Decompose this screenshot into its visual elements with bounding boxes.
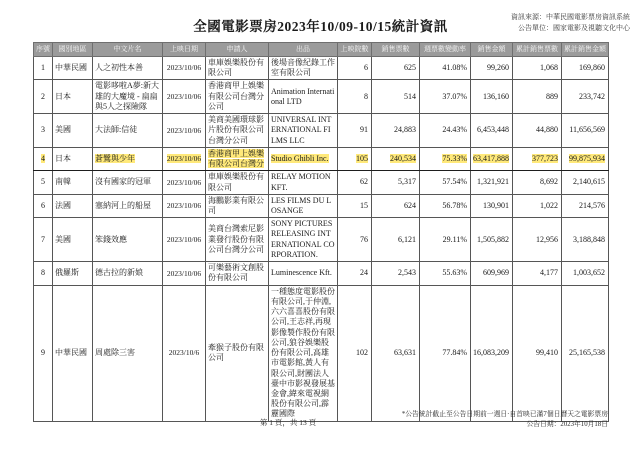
cell-theaters: 24 — [360, 268, 368, 278]
cell-release-date: 2023/10/06 — [166, 91, 202, 101]
cell-cum-tickets: 889 — [546, 91, 558, 101]
cell-country: 中華民國 — [55, 63, 87, 73]
cell-no: 9 — [41, 348, 45, 358]
page-title: 全國電影票房2023年10/09-10/15統計資訊 — [193, 19, 448, 34]
cell-theaters: 62 — [360, 177, 368, 187]
cell-release-date: 2023/10/06 — [166, 154, 202, 164]
cell-cum-tickets: 1,022 — [540, 200, 558, 210]
table-row — [34, 114, 609, 148]
cell-film-title: 周處除三害 — [95, 348, 135, 358]
cell-applicant: 牽猴子股份有限公司 — [208, 342, 264, 363]
cell-tickets: 5,317 — [398, 177, 416, 187]
cell-no: 8 — [41, 268, 45, 278]
cell-production: SONY PICTURES RELEASING INTERNATIONAL CORPORATION. — [271, 219, 335, 259]
cell-cum-amount: 233,742 — [579, 91, 605, 101]
cell-applicant: 美商台灣索尼影業發行股份有限公司台灣分公司 — [208, 224, 264, 254]
cell-change-rate: 57.54% — [442, 177, 467, 187]
column-header-title: 中文片名 — [93, 43, 163, 57]
cell-applicant: 車庫娛樂股份有限公司 — [208, 57, 264, 78]
cell-change-rate: 37.07% — [442, 91, 467, 101]
table-row — [34, 80, 609, 114]
cell-tickets: 624 — [404, 200, 416, 210]
column-header-production: 出品 — [269, 43, 338, 57]
cell-applicant: 香港商甲上娛樂有限公司台灣分 — [208, 148, 264, 169]
cell-country: 美國 — [55, 125, 71, 135]
cell-applicant: 車庫娛樂股份有限公司 — [208, 172, 264, 192]
cell-tickets: 2,543 — [398, 268, 416, 278]
cell-release-date: 2023/10/06 — [166, 177, 202, 187]
cell-theaters: 8 — [364, 91, 368, 101]
table-header-row — [34, 43, 609, 57]
cell-amount: 6,453,448 — [477, 125, 509, 135]
cell-amount: 130,901 — [483, 200, 509, 210]
publisher-line: 公告單位：國家電影及視聽文化中心 — [518, 23, 630, 32]
cell-country: 法國 — [55, 200, 71, 210]
cell-change-rate: 29.11% — [442, 234, 467, 244]
cell-amount: 16,083,209 — [473, 348, 509, 358]
statistics-note: *公告統計截止至公告日期前一週日·自首映已滿7個日曆天之電影票房 — [401, 411, 608, 418]
page-number: 第 1 頁，共 13 頁 — [259, 418, 317, 427]
cell-no: 6 — [41, 200, 45, 210]
cell-cum-tickets: 8,692 — [540, 177, 558, 187]
column-header-change-rate: 週票數變動率 — [420, 43, 471, 57]
cell-change-rate: 56.78% — [442, 200, 467, 210]
cell-tickets: 514 — [404, 91, 416, 101]
cell-production: Studio Ghibli Inc. — [271, 153, 329, 163]
cell-production: Luminescence Kft. — [271, 268, 332, 278]
cell-theaters: 91 — [360, 125, 368, 135]
table-body — [34, 56, 609, 421]
cell-country: 俄羅斯 — [55, 268, 79, 278]
cell-cum-tickets: 1,068 — [540, 63, 558, 73]
cell-theaters: 76 — [360, 234, 368, 244]
cell-film-title: 大法師:信徒 — [95, 125, 138, 135]
cell-film-title: 德古拉的新娘 — [95, 268, 143, 278]
table-row — [34, 262, 609, 285]
table-row — [34, 285, 609, 421]
cell-release-date: 2023/10/06 — [166, 234, 202, 244]
cell-cum-tickets: 377,723 — [532, 153, 558, 163]
cell-amount: 1,321,921 — [477, 177, 509, 187]
cell-tickets: 6,121 — [398, 234, 416, 244]
box-office-table — [33, 42, 609, 422]
column-header-release-date: 上映日期 — [163, 43, 206, 57]
column-header-cum-tickets: 累計銷售票數 — [513, 43, 562, 57]
cell-cum-tickets: 4,177 — [540, 268, 558, 278]
cell-film-title: 人之初性本善 — [95, 63, 143, 73]
cell-change-rate: 41.08% — [442, 63, 467, 73]
cell-country: 中華民國 — [55, 348, 87, 358]
cell-release-date: 2023/10/06 — [166, 63, 202, 73]
cell-country: 日本 — [55, 91, 71, 101]
cell-film-title: 沒有國家的冠軍 — [95, 177, 151, 187]
publish-date: 公告日期：2023年10月18日 — [526, 421, 608, 429]
column-header-theaters: 上映院數 — [338, 43, 372, 57]
cell-cum-tickets: 12,956 — [536, 234, 558, 244]
info-source-line: 資訊來源：中華民國電影票房資訊系統 — [511, 13, 630, 21]
column-header-amount: 銷售金額 — [471, 43, 513, 57]
cell-no: 3 — [41, 125, 45, 135]
cell-tickets: 625 — [404, 63, 416, 73]
column-header-cum-amount: 累計銷售金額 — [562, 43, 609, 57]
cell-release-date: 2023/10/06 — [166, 268, 202, 278]
cell-film-title: 蒼鷺與少年 — [95, 153, 135, 163]
cell-cum-amount: 1,003,652 — [573, 268, 605, 278]
column-header-country: 國別地區 — [53, 43, 93, 57]
cell-tickets: 24,883 — [394, 125, 416, 135]
cell-cum-amount: 2,140,615 — [573, 177, 605, 187]
cell-applicant: 香港商甲上娛樂有限公司台灣分公司 — [208, 81, 264, 111]
cell-no: 2 — [41, 91, 45, 101]
cell-cum-amount: 25,165,538 — [569, 348, 605, 358]
cell-country: 美國 — [55, 234, 71, 244]
cell-tickets: 240,534 — [390, 153, 416, 163]
cell-cum-amount: 3,188,848 — [573, 234, 605, 244]
cell-change-rate: 24.43% — [442, 125, 467, 135]
cell-tickets: 63,631 — [394, 348, 416, 358]
cell-cum-amount: 11,656,569 — [569, 125, 605, 135]
cell-change-rate: 77.84% — [442, 348, 467, 358]
cell-cum-amount: 99,875,934 — [569, 153, 605, 163]
cell-production: 一種態度電影股份有限公司,于仲淵,六六喜喜股份有限公司,王志祥,再現影像製作股份有限公司,狼谷娛樂股份有限公司,高雄市電影館,黃人有限公司,財團法人臺中市影視發展基金會,緯來電視網股份有限公司,霹靂國際 — [271, 286, 335, 419]
cell-film-title: 電影哆啦A夢:新大雄的大魔境 - 扁扁與5人之探險隊 — [95, 81, 159, 111]
cell-release-date: 2023/10/06 — [166, 201, 202, 211]
cell-theaters: 105 — [356, 153, 368, 163]
cell-country: 南韓 — [55, 177, 71, 187]
cell-amount: 99,260 — [487, 63, 509, 73]
cell-amount: 63,417,888 — [473, 153, 509, 163]
cell-no: 1 — [41, 63, 45, 73]
cell-production: LES FILMS DU LOSANGE — [271, 195, 332, 215]
cell-theaters: 6 — [364, 63, 368, 73]
cell-cum-amount: 169,860 — [579, 63, 605, 73]
cell-no: 4 — [41, 153, 45, 163]
table-row — [34, 171, 609, 194]
table-row — [34, 218, 609, 262]
cell-change-rate: 55.63% — [442, 268, 467, 278]
cell-cum-amount: 214,576 — [579, 200, 605, 210]
cell-applicant: 美商美國環球影片股份有限公司台灣分公司 — [208, 115, 264, 145]
table-row — [34, 194, 609, 217]
footnote-block — [402, 410, 608, 430]
table-row — [34, 147, 609, 170]
cell-release-date: 2023/10/06 — [166, 125, 202, 135]
cell-amount: 609,969 — [483, 268, 509, 278]
cell-theaters: 15 — [360, 200, 368, 210]
cell-film-title: 塞納河上的船屋 — [95, 200, 151, 210]
column-header-applicant: 申請人 — [206, 43, 269, 57]
column-header-no: 序號 — [34, 43, 53, 57]
cell-release-date: 2023/10/6 — [168, 348, 200, 358]
cell-applicant: 海鵬影業有限公司 — [208, 195, 264, 215]
cell-applicant: 可樂藝術文創股份有限公司 — [208, 263, 264, 283]
cell-amount: 1,505,882 — [477, 234, 509, 244]
cell-cum-tickets: 99,410 — [536, 348, 558, 358]
cell-theaters: 102 — [356, 348, 368, 358]
cell-production: Animation International LTD — [271, 86, 335, 106]
cell-change-rate: 75.33% — [442, 153, 467, 163]
cell-amount: 136,160 — [483, 91, 509, 101]
cell-no: 7 — [41, 234, 45, 244]
cell-no: 5 — [41, 177, 45, 187]
report-meta — [511, 12, 630, 34]
cell-production: RELAY MOTION KFT. — [271, 172, 331, 192]
cell-cum-tickets: 44,880 — [536, 125, 558, 135]
table-row — [34, 56, 609, 79]
column-header-tickets: 銷售票數 — [372, 43, 420, 57]
cell-production: 後場音像紀錄工作室有限公司 — [271, 57, 335, 78]
cell-country: 日本 — [55, 153, 71, 163]
cell-film-title: 笨錢效應 — [95, 234, 127, 244]
cell-production: UNIVERSAL INTERNATIONAL FILMS LLC — [271, 115, 332, 145]
